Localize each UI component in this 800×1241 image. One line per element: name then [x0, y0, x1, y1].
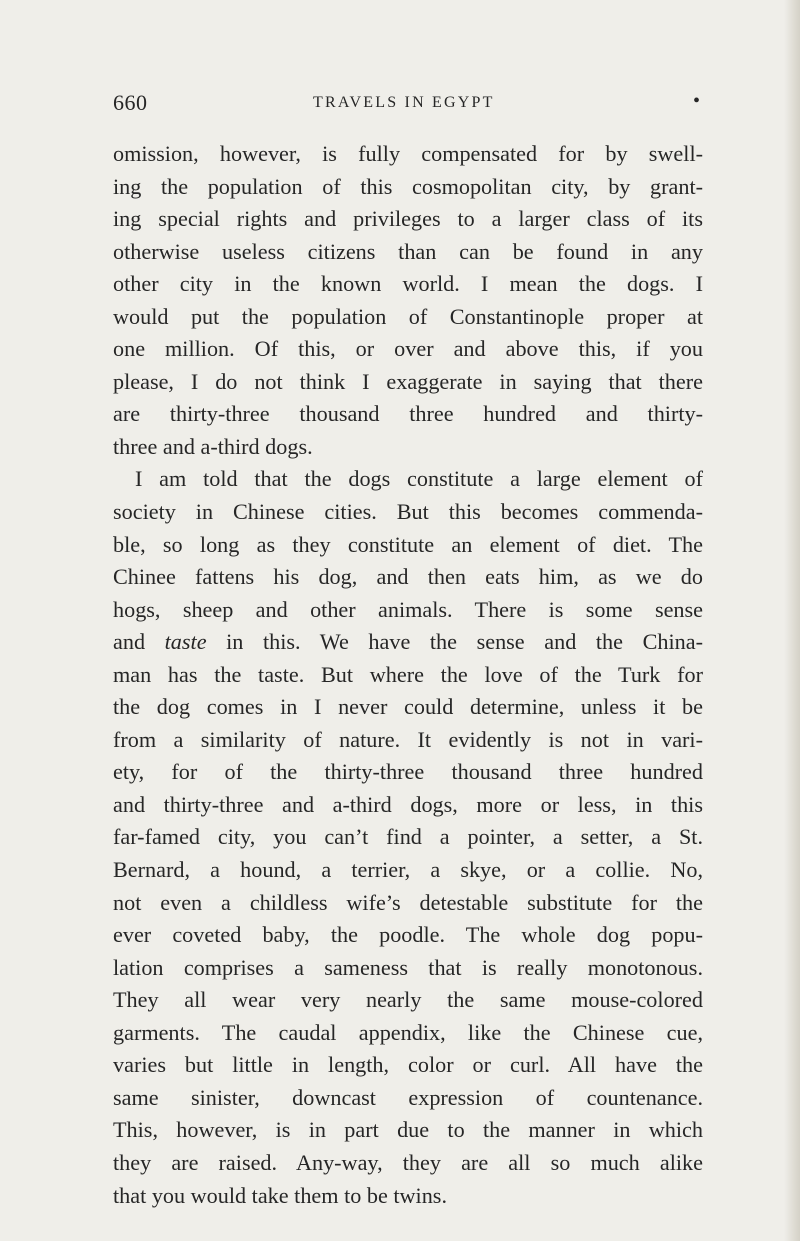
page-header	[113, 90, 701, 120]
paragraph-start-line: I am told that the dogs constitute a large element of	[135, 466, 703, 492]
text-line: far-famed city, you can’t find a pointer, a setter, a St.	[113, 824, 703, 850]
text-line: Chinee fattens his dog, and then eats him, as we do	[113, 564, 703, 590]
text-line: not even a childless wife’s detestable substitute for the	[113, 889, 703, 915]
running-title: TRAVELS IN EGYPT	[313, 94, 495, 111]
text-line: are thirty-three thousand three hundred and thirty-	[113, 401, 703, 427]
text-line: ety, for of the thirty-three thousand three hundred	[113, 759, 703, 785]
text-segment: in this. We have the sense and the China-	[206, 629, 703, 655]
text-line: ble, so long as they constitute an element of diet. The	[113, 531, 703, 557]
text-segment: and	[113, 629, 165, 655]
text-line: omission, however, is fully compensated for by swell-	[113, 141, 703, 166]
text-line: one million. Of this, or over and above this, if you	[113, 336, 703, 362]
text-line: Bernard, a hound, a terrier, a skye, or a collie. No,	[113, 857, 703, 883]
body-text	[113, 138, 703, 1212]
page-edge-shadow	[784, 0, 800, 1241]
text-line: and thirty-three and a-third dogs, more or less, in this	[113, 791, 703, 817]
text-line: from a similarity of nature. It evidently is not in vari-	[113, 726, 703, 752]
text-line: hogs, sheep and other animals. There is some sense	[113, 596, 703, 622]
text-line: varies but little in length, color or curl. All have the	[113, 1052, 703, 1078]
text-line: ever coveted baby, the poodle. The whole dog popu-	[113, 922, 703, 948]
text-line: society in Chinese cities. But this becomes commenda-	[113, 499, 703, 525]
page-number: 660	[113, 90, 148, 115]
text-line: please, I do not think I exaggerate in saying that there	[113, 368, 703, 394]
text-line: They all wear very nearly the same mouse-colored	[113, 987, 703, 1013]
text-line: they are raised. Any-way, they are all so much alike	[113, 1149, 703, 1175]
text-line: This, however, is in part due to the manner in which	[113, 1117, 703, 1143]
text-line: would put the population of Constantinople proper at	[113, 303, 703, 329]
paragraph-end-line: that you would take them to be twins.	[113, 1182, 447, 1208]
text-line: other city in the known world. I mean the dogs. I	[113, 271, 703, 297]
text-line: lation comprises a sameness that is really monotonous.	[113, 954, 703, 980]
text-line: same sinister, downcast expression of countenance.	[113, 1084, 703, 1110]
header-ornament: •	[693, 90, 701, 112]
paragraph-end-line: three and a-third dogs.	[113, 433, 313, 459]
text-line: otherwise useless citizens than can be found in any	[113, 238, 703, 264]
text-line: ing the population of this cosmopolitan city, by grant-	[113, 173, 703, 199]
italic-word: taste	[164, 629, 207, 655]
text-line: the dog comes in I never could determine, unless it be	[113, 694, 703, 720]
text-line: ing special rights and privileges to a larger class of its	[113, 206, 703, 232]
text-line: garments. The caudal appendix, like the Chinese cue,	[113, 1019, 703, 1045]
text-line	[113, 626, 703, 659]
text-line: man has the taste. But where the love of the Turk for	[113, 661, 703, 687]
